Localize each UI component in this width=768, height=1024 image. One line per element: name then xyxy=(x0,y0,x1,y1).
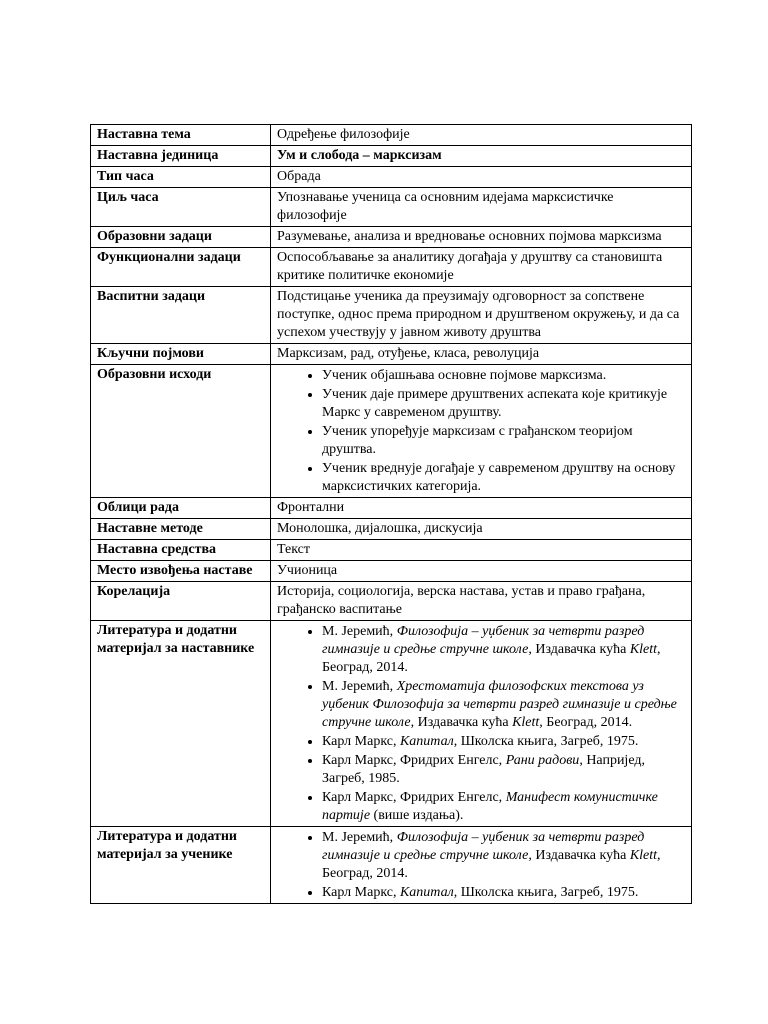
row-mesto xyxy=(91,561,692,582)
list-item: • М. Јеремић, Филозофија – уџбеник за четврти разред гимназије и средње стручне школе, Издавачка кућа Klett, Београд, 2014. xyxy=(322,622,685,677)
row-label: Литература и додатни материјал за наставнике xyxy=(91,621,271,827)
row-value: Ум и слобода – марксизам xyxy=(271,146,692,167)
row-lit-ucenici xyxy=(91,827,692,904)
row-metode xyxy=(91,519,692,540)
row-label: Наставна јединица xyxy=(91,146,271,167)
row-cilj xyxy=(91,188,692,227)
row-value: Упознавање ученица са основним идејама марксистичке филозофије xyxy=(271,188,692,227)
row-lit-nastavnici xyxy=(91,621,692,827)
list-item: • М. Јеремић, Хрестоматија филозофских текстова уз уџбеник Филозофија за четврти разред гимназије и средње стручне школе, Издавачка кућа Klett, Београд, 2014. xyxy=(322,677,685,732)
literature-list xyxy=(277,828,685,902)
row-vaspitni xyxy=(91,287,692,344)
row-funkcionalni xyxy=(91,248,692,287)
row-tip xyxy=(91,167,692,188)
row-label: Функционални задаци xyxy=(91,248,271,287)
list-item: • Ученик вреднује догађаје у савременом друштву на основу марксистичких категорија. xyxy=(322,459,685,496)
row-value: Фронтални xyxy=(271,498,692,519)
row-jedinica xyxy=(91,146,692,167)
list-item: • М. Јеремић, Филозофија – уџбеник за четврти разред гимназије и средње стручне школе, Издавачка кућа Klett, Београд, 2014. xyxy=(322,828,685,883)
row-value xyxy=(271,365,692,498)
row-kljucni xyxy=(91,344,692,365)
row-sredstva xyxy=(91,540,692,561)
row-value: Марксизам, рад, отуђење, класа, револуција xyxy=(271,344,692,365)
row-label: Наставна тема xyxy=(91,125,271,146)
list-item: • Карл Маркс, Фридрих Енгелс, Манифест комунистичке партије (више издања). xyxy=(322,788,685,825)
row-label: Кључни појмови xyxy=(91,344,271,365)
row-label: Облици рада xyxy=(91,498,271,519)
row-value: Разумевање, анализа и вредновање основних појмова марксизма xyxy=(271,227,692,248)
row-value: Текст xyxy=(271,540,692,561)
row-label: Наставне методе xyxy=(91,519,271,540)
row-label: Место извођења наставе xyxy=(91,561,271,582)
row-label: Васпитни задаци xyxy=(91,287,271,344)
row-label: Образовни задаци xyxy=(91,227,271,248)
row-label: Образовни исходи xyxy=(91,365,271,498)
row-obrazovni xyxy=(91,227,692,248)
list-item: • Ученик даје примере друштвених аспеката које критикује Маркс у савременом друштву. xyxy=(322,385,685,422)
list-item: • Карл Маркс, Фридрих Енгелс, Рани радови, Напријед, Загреб, 1985. xyxy=(322,751,685,788)
list-item: • Карл Маркс, Капитал, Школска књига, Загреб, 1975. xyxy=(322,732,685,751)
lesson-plan xyxy=(90,124,691,904)
row-value: Историја, социологија, верска настава, устав и право грађана, грађанско васпитање xyxy=(271,582,692,621)
row-korelacija xyxy=(91,582,692,621)
row-value: Подстицање ученика да преузимају одговорност за сопствене поступке, однос према природном и друштвеном окружењу, и да са успехом учествују у јавном животу друштва xyxy=(271,287,692,344)
row-value: Учионица xyxy=(271,561,692,582)
lesson-plan-table xyxy=(90,124,692,904)
list-item: • Карл Маркс, Капитал, Школска књига, Загреб, 1975. xyxy=(322,883,685,902)
row-value: Обрада xyxy=(271,167,692,188)
list-item: • Ученик објашњава основне појмове марксизма. xyxy=(322,366,685,385)
literature-list xyxy=(277,622,685,825)
row-label: Циљ часа xyxy=(91,188,271,227)
row-label: Корелација xyxy=(91,582,271,621)
row-oblici xyxy=(91,498,692,519)
row-label: Литература и додатни материјал за ученике xyxy=(91,827,271,904)
row-tema xyxy=(91,125,692,146)
row-value: Монолошка, дијалошка, дискусија xyxy=(271,519,692,540)
row-ishodi xyxy=(91,365,692,498)
row-value xyxy=(271,827,692,904)
row-label: Тип часа xyxy=(91,167,271,188)
row-value xyxy=(271,621,692,827)
row-value: Оспособљавање за аналитику догађаја у друштву са становишта критике политичке економије xyxy=(271,248,692,287)
outcomes-list xyxy=(277,366,685,496)
row-value: Одређење филозофије xyxy=(271,125,692,146)
list-item: • Ученик упоређује марксизам с грађанском теоријом друштва. xyxy=(322,422,685,459)
row-label: Наставна средства xyxy=(91,540,271,561)
